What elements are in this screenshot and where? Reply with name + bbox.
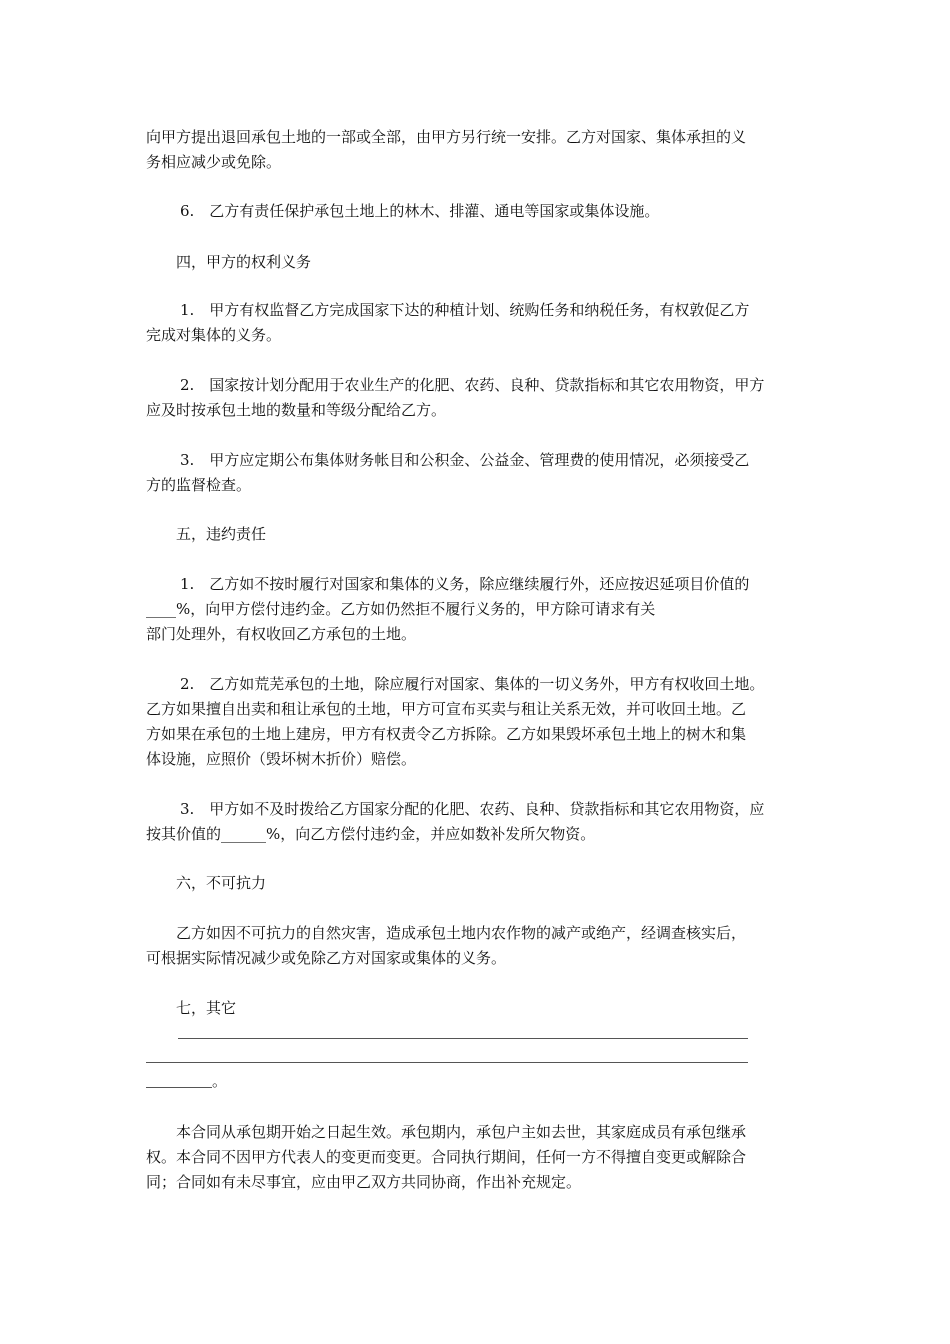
text-line: 1. 甲方有权监督乙方完成国家下达的种植计划、统购任务和纳税任务，有权敦促乙方 (180, 301, 750, 319)
text-line: 务相应减少或免除。 (146, 153, 282, 171)
text-line: 乙方如果擅自出卖和租让承包的土地，甲方可宣布买卖与租让关系无效，并可收回土地。乙 (146, 700, 747, 718)
text-line: 3. 甲方如不及时拨给乙方国家分配的化肥、农药、良种、贷款指标和其它农用物资，应 (180, 800, 765, 818)
section-heading-4 (146, 250, 840, 275)
text-line: 3. 甲方应定期公布集体财务帐目和公积金、公益金、管理费的使用情况，必须接受乙 (180, 451, 750, 469)
text-line: 2. 国家按计划分配用于农业生产的化肥、农药、良种、贷款指标和其它农用物资，甲方 (180, 376, 765, 394)
text-line: 权。本合同不因甲方代表人的变更而变更。合同执行期间，任何一方不得擅自变更或解除合 (146, 1148, 747, 1166)
text-line: 部门处理外，有权收回乙方承包的土地。 (146, 625, 417, 643)
heading-text: 七，其它 (176, 999, 237, 1017)
text-line: 方如果在承包的土地上建房，甲方有权责令乙方拆除。乙方如果毁坏承包土地上的树木和集 (146, 725, 747, 743)
text-line: 向甲方提出退回承包土地的一部或全部，由甲方另行统一安排。乙方对国家、集体承担的义 (146, 128, 747, 146)
clause-4-1 (146, 298, 810, 348)
blank-fill-line (146, 1062, 748, 1063)
text-line: 方的监督检查。 (146, 476, 252, 494)
blank-fill-line (178, 1038, 748, 1039)
clause-5-2 (146, 672, 810, 772)
section-heading-7 (146, 996, 840, 1021)
text-line: 1. 乙方如不按时履行对国家和集体的义务，除应继续履行外，还应按迟延项目价值的 (180, 575, 750, 593)
blank-fill-line (146, 1087, 212, 1088)
text-line: 体设施，应照价（毁坏树木折价）赔偿。 (146, 750, 417, 768)
text-line: ____%，向甲方偿付违约金。乙方如仍然拒不履行义务的，甲方除可请求有关 (146, 600, 656, 618)
text-line: 同；合同如有未尽事宜，应由甲乙双方共同协商，作出补充规定。 (146, 1173, 582, 1191)
closing-period: 。 (212, 1072, 228, 1090)
section-heading-5 (146, 522, 840, 547)
text-line: 2. 乙方如荒芜承包的土地，除应履行对国家、集体的一切义务外，甲方有权收回土地。 (180, 675, 765, 693)
text-line: 6. 乙方有责任保护承包土地上的林木、排灌、通电等国家或集体设施。 (180, 202, 660, 220)
text-line: 乙方如因不可抗力的自然灾害，造成承包土地内农作物的减产或绝产，经调查核实后， (176, 924, 747, 942)
heading-text: 五，违约责任 (176, 525, 267, 543)
clause-4-3 (146, 448, 810, 498)
text-line: 可根据实际情况减少或免除乙方对国家或集体的义务。 (146, 949, 507, 967)
effective-clause-paragraph (146, 1120, 810, 1195)
text-line: 本合同从承包期开始之日起生效。承包期内，承包户主如去世，其家庭成员有承包继承 (176, 1123, 747, 1141)
text-line: 应及时按承包土地的数量和等级分配给乙方。 (146, 401, 447, 419)
clause-4-2 (146, 373, 810, 423)
clause-5-3 (146, 797, 810, 847)
section-heading-6 (146, 871, 840, 896)
force-majeure-paragraph (146, 921, 810, 971)
text-line: 完成对集体的义务。 (146, 326, 282, 344)
heading-text: 四，甲方的权利义务 (176, 253, 312, 271)
clause-6-protect-facilities (150, 199, 844, 224)
heading-text: 六，不可抗力 (176, 874, 267, 892)
clause-5-1 (146, 572, 810, 647)
paragraph-return-land (146, 125, 810, 175)
text-line: 按其价值的______%，向乙方偿付违约金，并应如数补发所欠物资。 (146, 825, 596, 843)
